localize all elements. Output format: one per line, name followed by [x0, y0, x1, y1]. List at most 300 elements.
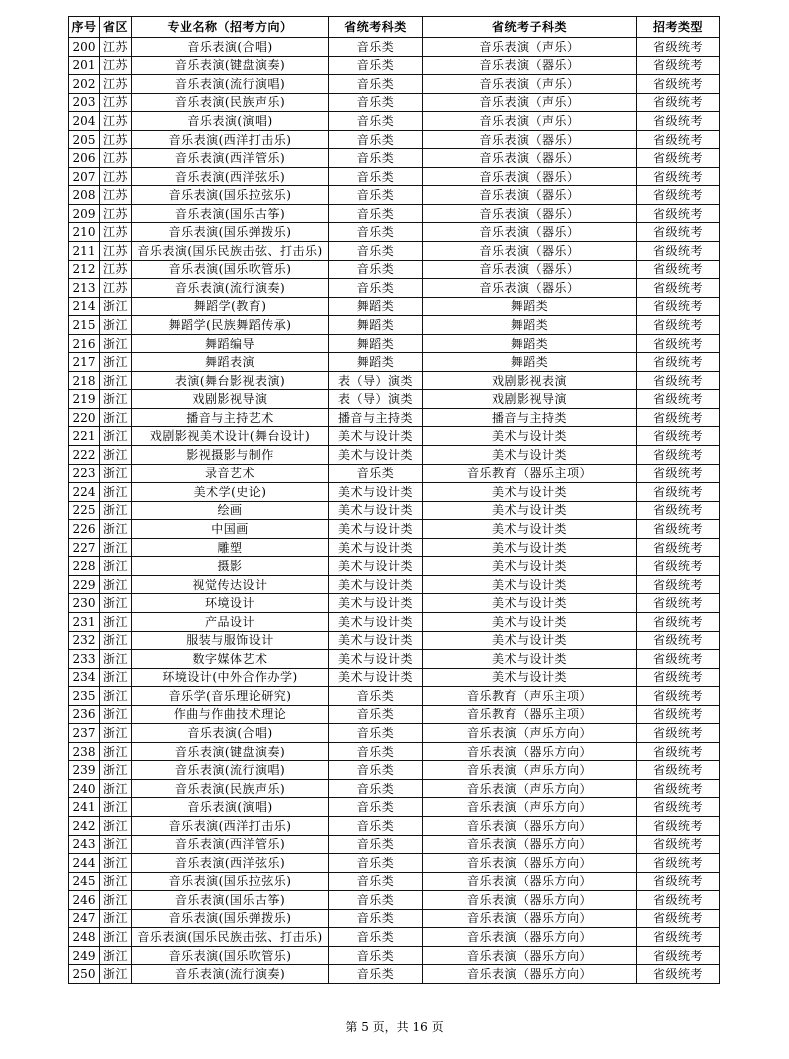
table-body — [69, 38, 720, 984]
exam-type-cell: 省级统考 — [637, 501, 720, 520]
seq-cell: 225 — [69, 501, 100, 520]
category-cell: 音乐类 — [329, 223, 423, 242]
province-cell: 江苏 — [100, 279, 132, 298]
category-cell: 音乐类 — [329, 687, 423, 706]
category-cell: 音乐类 — [329, 872, 423, 891]
category-cell: 美术与设计类 — [329, 427, 423, 446]
seq-cell: 237 — [69, 724, 100, 743]
subcategory-cell: 舞蹈类 — [423, 334, 637, 353]
major-cell: 音乐学(音乐理论研究) — [132, 687, 329, 706]
subcategory-cell: 美术与设计类 — [423, 520, 637, 539]
province-cell: 浙江 — [100, 705, 132, 724]
major-cell: 音乐表演(国乐民族击弦、打击乐) — [132, 928, 329, 947]
subcategory-cell: 音乐表演（声乐方向） — [423, 724, 637, 743]
major-cell: 音乐表演(国乐民族击弦、打击乐) — [132, 242, 329, 261]
subcategory-cell: 音乐表演（器乐） — [423, 204, 637, 223]
category-cell: 美术与设计类 — [329, 520, 423, 539]
exam-type-cell: 省级统考 — [637, 112, 720, 131]
province-cell: 浙江 — [100, 724, 132, 743]
major-cell: 戏剧影视导演 — [132, 390, 329, 409]
table-row — [69, 891, 720, 910]
subcategory-cell: 音乐表演（器乐方向） — [423, 854, 637, 873]
category-cell: 美术与设计类 — [329, 575, 423, 594]
subcategory-cell: 音乐表演（器乐） — [423, 149, 637, 168]
exam-type-cell: 省级统考 — [637, 650, 720, 669]
subcategory-cell: 美术与设计类 — [423, 668, 637, 687]
seq-cell: 207 — [69, 167, 100, 186]
exam-type-cell: 省级统考 — [637, 483, 720, 502]
major-cell: 音乐表演(西洋管乐) — [132, 149, 329, 168]
category-cell: 音乐类 — [329, 186, 423, 205]
major-cell: 音乐表演(键盘演奏) — [132, 742, 329, 761]
exam-type-cell: 省级统考 — [637, 334, 720, 353]
table-row — [69, 56, 720, 75]
category-cell: 音乐类 — [329, 854, 423, 873]
subcategory-cell: 音乐表演（声乐方向） — [423, 798, 637, 817]
subcategory-cell: 音乐表演（器乐） — [423, 56, 637, 75]
category-cell: 美术与设计类 — [329, 501, 423, 520]
page-number: 第 5 页，共 16 页 — [345, 1020, 444, 1034]
exam-type-cell: 省级统考 — [637, 687, 720, 706]
province-cell: 江苏 — [100, 56, 132, 75]
major-cell: 音乐表演(演唱) — [132, 112, 329, 131]
exam-type-cell: 省级统考 — [637, 167, 720, 186]
exam-type-cell: 省级统考 — [637, 390, 720, 409]
seq-cell: 226 — [69, 520, 100, 539]
exam-type-cell: 省级统考 — [637, 779, 720, 798]
major-cell: 绘画 — [132, 501, 329, 520]
seq-cell: 228 — [69, 557, 100, 576]
category-cell: 音乐类 — [329, 112, 423, 131]
province-cell: 浙江 — [100, 854, 132, 873]
subcategory-cell: 音乐教育（器乐主项） — [423, 464, 637, 483]
seq-cell: 221 — [69, 427, 100, 446]
category-cell: 音乐类 — [329, 204, 423, 223]
subcategory-cell: 美术与设计类 — [423, 650, 637, 669]
subcategory-cell: 美术与设计类 — [423, 501, 637, 520]
subcategory-cell: 戏剧影视导演 — [423, 390, 637, 409]
subcategory-cell: 舞蹈类 — [423, 316, 637, 335]
subcategory-cell: 音乐表演（器乐方向） — [423, 946, 637, 965]
table-row — [69, 928, 720, 947]
province-cell: 浙江 — [100, 909, 132, 928]
table-row — [69, 279, 720, 298]
subcategory-cell: 美术与设计类 — [423, 538, 637, 557]
subcategory-cell: 舞蹈类 — [423, 297, 637, 316]
exam-type-cell: 省级统考 — [637, 854, 720, 873]
major-cell: 表演(舞台影视表演) — [132, 371, 329, 390]
exam-type-cell: 省级统考 — [637, 798, 720, 817]
exam-type-cell: 省级统考 — [637, 612, 720, 631]
exam-type-cell: 省级统考 — [637, 928, 720, 947]
major-cell: 雕塑 — [132, 538, 329, 557]
category-cell: 美术与设计类 — [329, 446, 423, 465]
table-row — [69, 501, 720, 520]
category-cell: 音乐类 — [329, 93, 423, 112]
exam-type-cell: 省级统考 — [637, 427, 720, 446]
header-seq: 序号 — [69, 17, 100, 38]
subcategory-cell: 音乐表演（器乐方向） — [423, 835, 637, 854]
province-cell: 浙江 — [100, 668, 132, 687]
table-row — [69, 705, 720, 724]
seq-cell: 233 — [69, 650, 100, 669]
subcategory-cell: 音乐表演（声乐） — [423, 93, 637, 112]
table-row — [69, 779, 720, 798]
seq-cell: 231 — [69, 612, 100, 631]
exam-type-cell: 省级统考 — [637, 742, 720, 761]
exam-type-cell: 省级统考 — [637, 242, 720, 261]
seq-cell: 200 — [69, 38, 100, 57]
province-cell: 浙江 — [100, 390, 132, 409]
major-cell: 播音与主持艺术 — [132, 408, 329, 427]
category-cell: 音乐类 — [329, 724, 423, 743]
major-cell: 音乐表演(国乐弹拨乐) — [132, 909, 329, 928]
table-row — [69, 650, 720, 669]
province-cell: 江苏 — [100, 186, 132, 205]
exam-type-cell: 省级统考 — [637, 705, 720, 724]
province-cell: 浙江 — [100, 612, 132, 631]
subcategory-cell: 舞蹈类 — [423, 353, 637, 372]
category-cell: 美术与设计类 — [329, 612, 423, 631]
exam-type-cell: 省级统考 — [637, 408, 720, 427]
table-row — [69, 260, 720, 279]
table-row — [69, 93, 720, 112]
major-cell: 音乐表演(流行演奏) — [132, 279, 329, 298]
seq-cell: 224 — [69, 483, 100, 502]
subcategory-cell: 音乐表演（器乐方向） — [423, 891, 637, 910]
exam-type-cell: 省级统考 — [637, 575, 720, 594]
category-cell: 音乐类 — [329, 260, 423, 279]
seq-cell: 209 — [69, 204, 100, 223]
province-cell: 江苏 — [100, 130, 132, 149]
province-cell: 浙江 — [100, 650, 132, 669]
province-cell: 浙江 — [100, 557, 132, 576]
major-cell: 音乐表演(西洋打击乐) — [132, 816, 329, 835]
seq-cell: 218 — [69, 371, 100, 390]
province-cell: 浙江 — [100, 761, 132, 780]
category-cell: 舞蹈类 — [329, 297, 423, 316]
province-cell: 浙江 — [100, 520, 132, 539]
header-category: 省统考科类 — [329, 17, 423, 38]
exam-type-cell: 省级统考 — [637, 353, 720, 372]
seq-cell: 240 — [69, 779, 100, 798]
major-cell: 摄影 — [132, 557, 329, 576]
table-row — [69, 408, 720, 427]
province-cell: 浙江 — [100, 427, 132, 446]
subcategory-cell: 音乐表演（声乐） — [423, 112, 637, 131]
seq-cell: 214 — [69, 297, 100, 316]
subcategory-cell: 音乐表演（器乐） — [423, 279, 637, 298]
table-header — [69, 17, 720, 38]
seq-cell: 223 — [69, 464, 100, 483]
seq-cell: 222 — [69, 446, 100, 465]
category-cell: 舞蹈类 — [329, 316, 423, 335]
category-cell: 表（导）演类 — [329, 371, 423, 390]
category-cell: 音乐类 — [329, 75, 423, 94]
major-cell: 音乐表演(演唱) — [132, 798, 329, 817]
subcategory-cell: 音乐表演（器乐） — [423, 167, 637, 186]
category-cell: 音乐类 — [329, 835, 423, 854]
header-province: 省区 — [100, 17, 132, 38]
table-row — [69, 353, 720, 372]
table-row — [69, 75, 720, 94]
seq-cell: 238 — [69, 742, 100, 761]
subcategory-cell: 美术与设计类 — [423, 631, 637, 650]
table-row — [69, 909, 720, 928]
seq-cell: 205 — [69, 130, 100, 149]
table-row — [69, 724, 720, 743]
province-cell: 江苏 — [100, 93, 132, 112]
major-cell: 录音艺术 — [132, 464, 329, 483]
major-cell: 音乐表演(合唱) — [132, 724, 329, 743]
table-row — [69, 872, 720, 891]
exam-type-cell: 省级统考 — [637, 149, 720, 168]
exam-type-cell: 省级统考 — [637, 761, 720, 780]
major-cell: 舞蹈学(民族舞蹈传承) — [132, 316, 329, 335]
table-row — [69, 38, 720, 57]
province-cell: 浙江 — [100, 779, 132, 798]
province-cell: 浙江 — [100, 816, 132, 835]
exam-type-cell: 省级统考 — [637, 186, 720, 205]
province-cell: 江苏 — [100, 260, 132, 279]
category-cell: 音乐类 — [329, 816, 423, 835]
exam-type-cell: 省级统考 — [637, 371, 720, 390]
province-cell: 浙江 — [100, 464, 132, 483]
province-cell: 江苏 — [100, 167, 132, 186]
table-row — [69, 390, 720, 409]
table-row — [69, 575, 720, 594]
table-row — [69, 223, 720, 242]
major-cell: 音乐表演(西洋弦乐) — [132, 854, 329, 873]
province-cell: 江苏 — [100, 149, 132, 168]
subcategory-cell: 音乐表演（声乐） — [423, 75, 637, 94]
category-cell: 音乐类 — [329, 779, 423, 798]
table-row — [69, 854, 720, 873]
major-cell: 音乐表演(西洋管乐) — [132, 835, 329, 854]
major-cell: 舞蹈编导 — [132, 334, 329, 353]
major-cell: 服装与服饰设计 — [132, 631, 329, 650]
exam-type-cell: 省级统考 — [637, 204, 720, 223]
seq-cell: 229 — [69, 575, 100, 594]
major-cell: 视觉传达设计 — [132, 575, 329, 594]
table-row — [69, 798, 720, 817]
subcategory-cell: 戏剧影视表演 — [423, 371, 637, 390]
major-cell: 音乐表演(民族声乐) — [132, 93, 329, 112]
subcategory-cell: 音乐表演（器乐方向） — [423, 742, 637, 761]
seq-cell: 227 — [69, 538, 100, 557]
province-cell: 浙江 — [100, 631, 132, 650]
subcategory-cell: 音乐表演（器乐方向） — [423, 928, 637, 947]
exam-type-cell: 省级统考 — [637, 38, 720, 57]
table-row — [69, 687, 720, 706]
subcategory-cell: 音乐表演（器乐方向） — [423, 909, 637, 928]
table-row — [69, 594, 720, 613]
seq-cell: 220 — [69, 408, 100, 427]
subcategory-cell: 美术与设计类 — [423, 612, 637, 631]
seq-cell: 215 — [69, 316, 100, 335]
seq-cell: 202 — [69, 75, 100, 94]
province-cell: 江苏 — [100, 242, 132, 261]
category-cell: 舞蹈类 — [329, 334, 423, 353]
subcategory-cell: 音乐教育（声乐主项） — [423, 687, 637, 706]
exam-type-cell: 省级统考 — [637, 835, 720, 854]
category-cell: 音乐类 — [329, 705, 423, 724]
exam-type-cell: 省级统考 — [637, 520, 720, 539]
major-cell: 音乐表演(键盘演奏) — [132, 56, 329, 75]
major-cell: 美术学(史论) — [132, 483, 329, 502]
subcategory-cell: 美术与设计类 — [423, 557, 637, 576]
table-row — [69, 668, 720, 687]
exam-type-cell: 省级统考 — [637, 872, 720, 891]
category-cell: 音乐类 — [329, 279, 423, 298]
province-cell: 江苏 — [100, 112, 132, 131]
table-row — [69, 761, 720, 780]
exam-type-cell: 省级统考 — [637, 724, 720, 743]
province-cell: 浙江 — [100, 316, 132, 335]
exam-type-cell: 省级统考 — [637, 557, 720, 576]
exam-type-cell: 省级统考 — [637, 223, 720, 242]
major-cell: 舞蹈学(教育) — [132, 297, 329, 316]
major-cell: 产品设计 — [132, 612, 329, 631]
category-cell: 音乐类 — [329, 928, 423, 947]
seq-cell: 248 — [69, 928, 100, 947]
province-cell: 浙江 — [100, 483, 132, 502]
subcategory-cell: 音乐表演（器乐） — [423, 186, 637, 205]
seq-cell: 236 — [69, 705, 100, 724]
exam-type-cell: 省级统考 — [637, 464, 720, 483]
category-cell: 音乐类 — [329, 464, 423, 483]
province-cell: 浙江 — [100, 408, 132, 427]
table-row — [69, 130, 720, 149]
subcategory-cell: 美术与设计类 — [423, 446, 637, 465]
category-cell: 播音与主持类 — [329, 408, 423, 427]
province-cell: 江苏 — [100, 75, 132, 94]
table-row — [69, 334, 720, 353]
major-cell: 音乐表演(国乐古筝) — [132, 204, 329, 223]
header-major: 专业名称（招考方向） — [132, 17, 329, 38]
category-cell: 音乐类 — [329, 167, 423, 186]
category-cell: 音乐类 — [329, 891, 423, 910]
seq-cell: 249 — [69, 946, 100, 965]
major-cell: 戏剧影视美术设计(舞台设计) — [132, 427, 329, 446]
seq-cell: 234 — [69, 668, 100, 687]
table-row — [69, 538, 720, 557]
subcategory-cell: 音乐教育（器乐主项） — [423, 705, 637, 724]
seq-cell: 242 — [69, 816, 100, 835]
table-row — [69, 186, 720, 205]
subcategory-cell: 播音与主持类 — [423, 408, 637, 427]
exam-type-cell: 省级统考 — [637, 75, 720, 94]
province-cell: 江苏 — [100, 38, 132, 57]
seq-cell: 246 — [69, 891, 100, 910]
major-cell: 环境设计(中外合作办学) — [132, 668, 329, 687]
province-cell: 浙江 — [100, 371, 132, 390]
subcategory-cell: 音乐表演（器乐方向） — [423, 816, 637, 835]
major-cell: 音乐表演(流行演奏) — [132, 965, 329, 984]
subcategory-cell: 音乐表演（器乐方向） — [423, 965, 637, 984]
seq-cell: 244 — [69, 854, 100, 873]
category-cell: 美术与设计类 — [329, 538, 423, 557]
major-cell: 音乐表演(国乐拉弦乐) — [132, 872, 329, 891]
seq-cell: 213 — [69, 279, 100, 298]
major-cell: 音乐表演(国乐吹管乐) — [132, 260, 329, 279]
table-row — [69, 446, 720, 465]
table-row — [69, 520, 720, 539]
exam-type-cell: 省级统考 — [637, 93, 720, 112]
seq-cell: 219 — [69, 390, 100, 409]
major-cell: 音乐表演(国乐弹拨乐) — [132, 223, 329, 242]
province-cell: 江苏 — [100, 223, 132, 242]
table-row — [69, 112, 720, 131]
category-cell: 音乐类 — [329, 946, 423, 965]
seq-cell: 217 — [69, 353, 100, 372]
category-cell: 音乐类 — [329, 38, 423, 57]
seq-cell: 239 — [69, 761, 100, 780]
category-cell: 美术与设计类 — [329, 631, 423, 650]
major-cell: 音乐表演(流行演唱) — [132, 761, 329, 780]
category-cell: 音乐类 — [329, 149, 423, 168]
table-row — [69, 483, 720, 502]
province-cell: 浙江 — [100, 872, 132, 891]
seq-cell: 216 — [69, 334, 100, 353]
seq-cell: 208 — [69, 186, 100, 205]
exam-type-cell: 省级统考 — [637, 946, 720, 965]
category-cell: 美术与设计类 — [329, 557, 423, 576]
category-cell: 美术与设计类 — [329, 650, 423, 669]
table-row — [69, 316, 720, 335]
province-cell: 浙江 — [100, 798, 132, 817]
seq-cell: 247 — [69, 909, 100, 928]
exam-type-cell: 省级统考 — [637, 56, 720, 75]
exam-type-cell: 省级统考 — [637, 538, 720, 557]
table-row — [69, 167, 720, 186]
table-row — [69, 742, 720, 761]
category-cell: 音乐类 — [329, 130, 423, 149]
exam-type-cell: 省级统考 — [637, 279, 720, 298]
seq-cell: 241 — [69, 798, 100, 817]
category-cell: 舞蹈类 — [329, 353, 423, 372]
category-cell: 表（导）演类 — [329, 390, 423, 409]
province-cell: 浙江 — [100, 575, 132, 594]
header-exam-type: 招考类型 — [637, 17, 720, 38]
table-row — [69, 557, 720, 576]
subcategory-cell: 音乐表演（声乐） — [423, 38, 637, 57]
table-row — [69, 612, 720, 631]
major-cell: 中国画 — [132, 520, 329, 539]
subcategory-cell: 音乐表演（器乐方向） — [423, 872, 637, 891]
table-row — [69, 204, 720, 223]
exam-type-cell: 省级统考 — [637, 891, 720, 910]
category-cell: 音乐类 — [329, 742, 423, 761]
subcategory-cell: 美术与设计类 — [423, 427, 637, 446]
province-cell: 浙江 — [100, 946, 132, 965]
major-cell: 音乐表演(民族声乐) — [132, 779, 329, 798]
major-cell: 音乐表演(西洋弦乐) — [132, 167, 329, 186]
province-cell: 浙江 — [100, 501, 132, 520]
table-row — [69, 464, 720, 483]
exam-type-cell: 省级统考 — [637, 668, 720, 687]
exam-type-cell: 省级统考 — [637, 965, 720, 984]
category-cell: 美术与设计类 — [329, 594, 423, 613]
header-subcategory: 省统考子科类 — [423, 17, 637, 38]
province-cell: 浙江 — [100, 538, 132, 557]
province-cell: 浙江 — [100, 297, 132, 316]
subcategory-cell: 音乐表演（器乐） — [423, 223, 637, 242]
province-cell: 江苏 — [100, 204, 132, 223]
category-cell: 美术与设计类 — [329, 483, 423, 502]
table-row — [69, 835, 720, 854]
province-cell: 浙江 — [100, 928, 132, 947]
